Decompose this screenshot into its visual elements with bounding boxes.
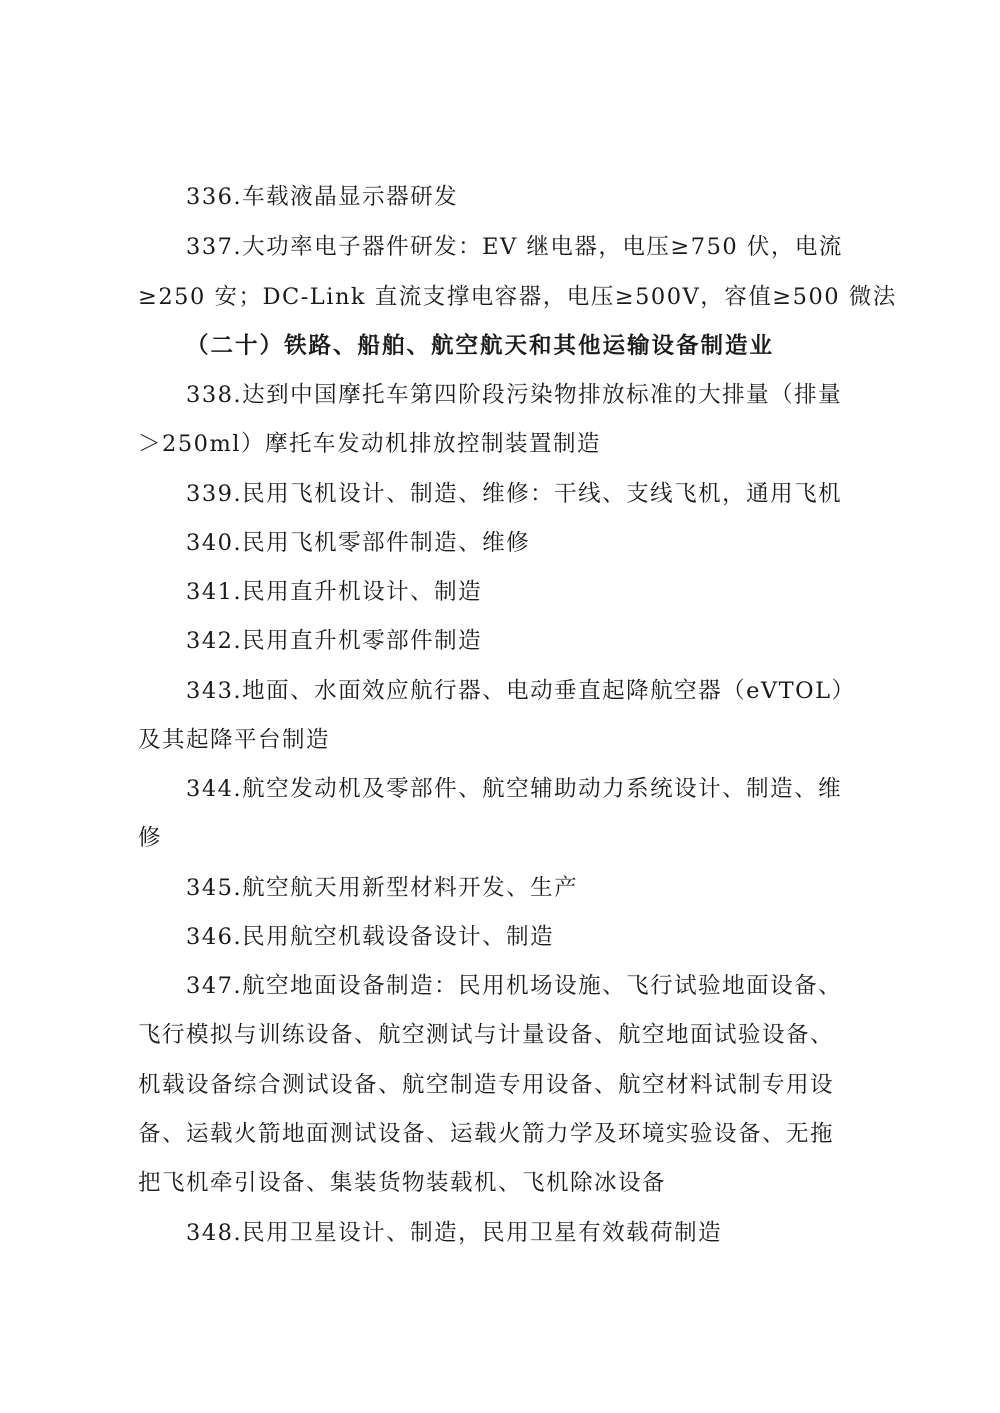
section-heading-20: （二十）铁路、船舶、航空航天和其他运输设备制造业 [186, 333, 775, 359]
item-347-line-5: 把飞机牵引设备、集装货物装载机、飞机除冰设备 [138, 1170, 667, 1196]
item-348: 348.民用卫星设计、制造，民用卫星有效载荷制造 [186, 1220, 723, 1246]
item-347-line-2: 飞行模拟与训练设备、航空测试与计量设备、航空地面试验设备、 [138, 1022, 835, 1048]
item-344-line-1: 344.航空发动机及零部件、航空辅助动力系统设计、制造、维 [186, 776, 843, 802]
item-342: 342.民用直升机零部件制造 [186, 628, 483, 654]
item-337-line-1: 337.大功率电子器件研发：EV 继电器，电压≥750 伏，电流 [186, 234, 843, 260]
item-347-line-3: 机载设备综合测试设备、航空制造专用设备、航空材料试制专用设 [138, 1072, 835, 1098]
item-340: 340.民用飞机零部件制造、维修 [186, 530, 531, 556]
item-341: 341.民用直升机设计、制造 [186, 579, 483, 605]
item-338-line-1: 338.达到中国摩托车第四阶段污染物排放标准的大排量（排量 [186, 382, 843, 408]
item-344-line-2: 修 [138, 825, 163, 851]
item-337-line-2: ≥250 安；DC-Link 直流支撑电容器，电压≥500V，容值≥500 微法 [138, 284, 897, 310]
item-343-line-2: 及其起降平台制造 [138, 727, 331, 753]
item-346: 346.民用航空机载设备设计、制造 [186, 924, 555, 950]
item-343-line-1: 343.地面、水面效应航行器、电动垂直起降航空器（eVTOL） [186, 678, 856, 704]
item-347-line-1: 347.航空地面设备制造：民用机场设施、飞行试验地面设备、 [186, 973, 843, 999]
item-345: 345.航空航天用新型材料开发、生产 [186, 875, 579, 901]
item-347-line-4: 备、运载火箭地面测试设备、运载火箭力学及环境实验设备、无拖 [138, 1121, 835, 1147]
item-338-line-2: ＞250ml）摩托车发动机排放控制装置制造 [138, 431, 601, 457]
item-336: 336.车载液晶显示器研发 [186, 184, 459, 210]
item-339: 339.民用飞机设计、制造、维修：干线、支线飞机，通用飞机 [186, 481, 843, 507]
